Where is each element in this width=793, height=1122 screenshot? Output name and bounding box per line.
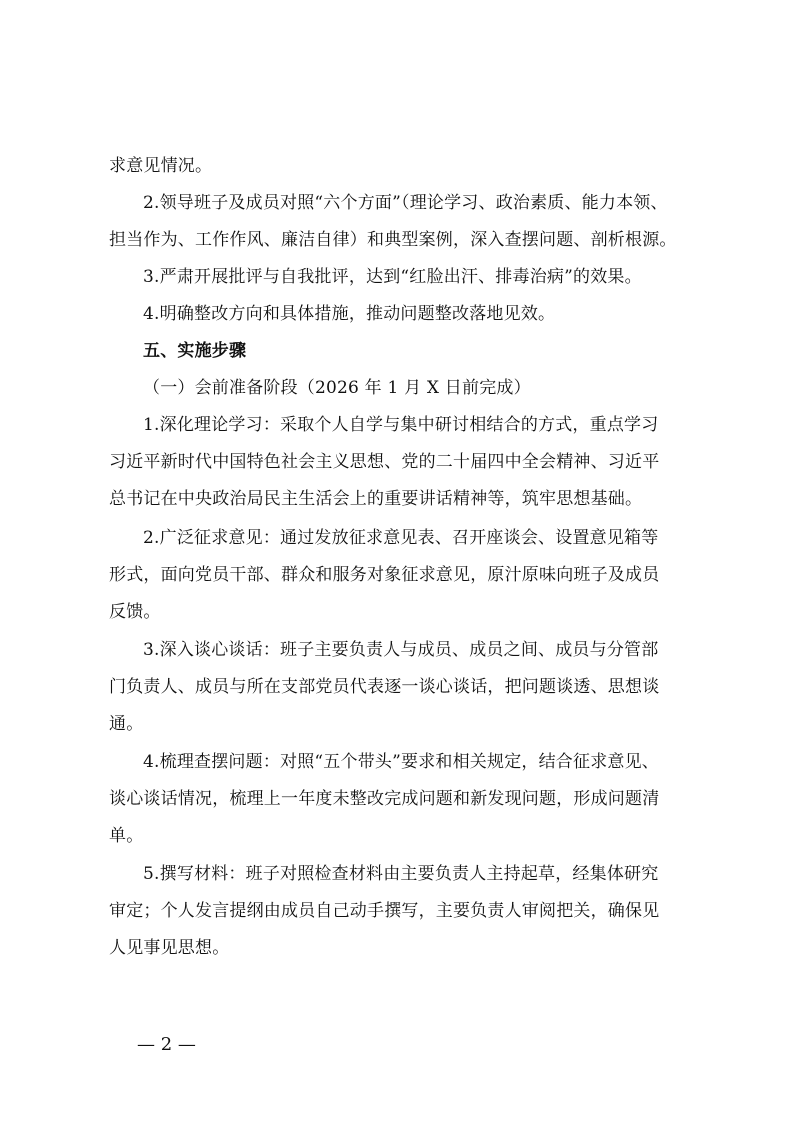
paragraph-line: 2.广泛征求意见：通过发放征求意见表、召开座谈会、设置意见箱等 <box>143 528 659 548</box>
paragraph-line: 担当作为、工作作风、廉洁自律）和典型案例，深入查摆问题、剖析根源。 <box>109 230 677 250</box>
paragraph-line: 3.严肃开展批评与自我批评，达到“红脸出汗、排毒治病”的效果。 <box>143 267 642 287</box>
paragraph-line: 习近平新时代中国特色社会主义思想、党的二十届四中全会精神、习近平 <box>109 452 660 472</box>
paragraph-line: 谈心谈话情况，梳理上一年度未整改完成问题和新发现问题，形成问题清 <box>109 789 660 809</box>
section-heading: 五、实施步骤 <box>143 341 247 361</box>
paragraph-line: 通。 <box>109 714 144 734</box>
paragraph-line: 求意见情况。 <box>109 156 213 176</box>
paragraph-line: 4.梳理查摆问题：对照“五个带头”要求和相关规定，结合征求意见、 <box>143 752 660 772</box>
paragraph-line: 1.深化理论学习：采取个人自学与集中研讨相结合的方式，重点学习 <box>143 415 659 435</box>
paragraph-line: 形式，面向党员干部、群众和服务对象征求意见，原汁原味向班子及成员 <box>109 565 660 585</box>
paragraph-line: 总书记在中央政治局民主生活会上的重要讲话精神等，筑牢思想基础。 <box>109 489 643 509</box>
paragraph-line: 4.明确整改方向和具体措施，推动问题整改落地见效。 <box>143 304 556 324</box>
paragraph-line: 3.深入谈心谈话：班子主要负责人与成员、成员之间、成员与分管部 <box>143 640 659 660</box>
page-number: — 2 — <box>137 1034 196 1055</box>
paragraph-line: 反馈。 <box>109 602 161 622</box>
paragraph-line: 人见事见思想。 <box>109 938 230 958</box>
subsection-heading: （一）会前准备阶段（2026 年 1 月 X 日前完成） <box>143 378 531 398</box>
paragraph-line: 审定；个人发言提纲由成员自己动手撰写，主要负责人审阅把关，确保见 <box>109 901 660 921</box>
paragraph-line: 门负责人、成员与所在支部党员代表逐一谈心谈话，把问题谈透、思想谈 <box>109 677 660 697</box>
paragraph-line: 5.撰写材料：班子对照检查材料由主要负责人主持起草，经集体研究 <box>143 864 659 884</box>
paragraph-line: 2.领导班子及成员对照“六个方面”（理论学习、政治素质、能力本领、 <box>143 193 668 213</box>
paragraph-line: 单。 <box>109 826 144 846</box>
